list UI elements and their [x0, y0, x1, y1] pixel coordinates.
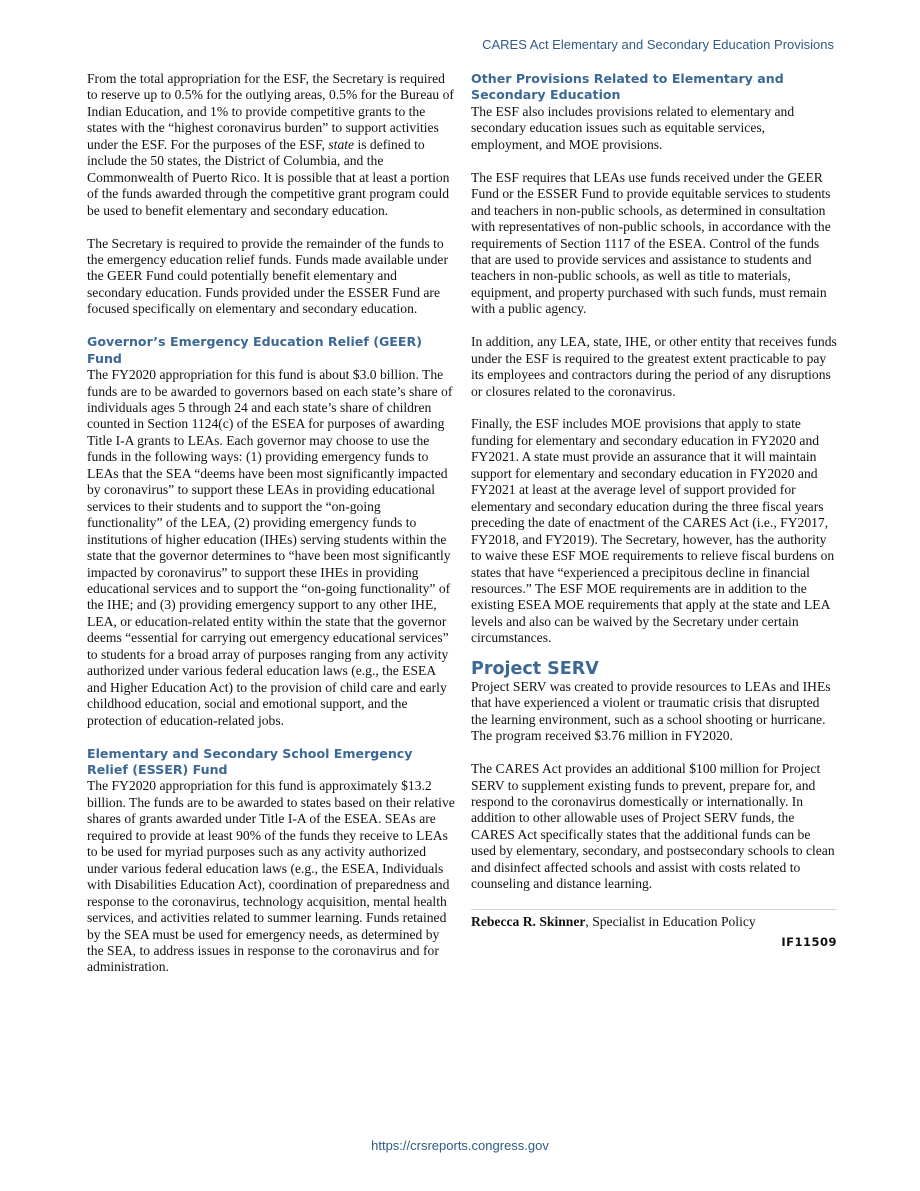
other-provisions-paragraph-4: Finally, the ESF includes MOE provisions that apply to state funding for elementary and secondary education in FY2020 and FY2021. A state must provide an assurance that it will maintain support for elementary and secondary education in FY2020 and FY2021 at least at the average level of support provided for elementary and secondary education during the three fiscal years preceding the date of enactment of the CARES Act (i.e., FY2017, FY2018, and FY2019). The Secretary, however, has the authority to waive these ESF MOE requirements to relieve fiscal burdens on states that have “experienced a precipitous decline in financial resources.” The ESF MOE requirements are in addition to the existing ESEA MOE requirements that apply at the state and LEA levels and also can be waived by the Secretary under certain circumstances.	[471, 416, 835, 646]
esser-fund-paragraph: The FY2020 appropriation for this fund is approximately $13.2 billion. The funds are to be awarded to states based on their relative shares of grants awarded under Title I-A of the ESEA. SEAs are required to provide at least 90% of the funds they receive to LEAs to be used for myriad purposes such as any activity authorized under various federal education laws (e.g., the ESEA, Individuals with Disabilities Education Act), coordination of preparedness and response to the coronavirus, technology acquisition, mental health services, and activities related to summer learning. Funds retained by the SEA must be used for emergency needs, as determined by the SEA, to address issues in response to the coronavirus and for administration.	[87, 778, 455, 975]
project-serv-paragraph-1: Project SERV was created to provide resources to LEAs and IHEs that have experienced a violent or traumatic crisis that disrupted the learning environment, such as a school shooting or hurricane. The program received $3.76 million in FY2020.	[471, 678, 831, 744]
geer-fund-heading: Governor’s Emergency Education Relief (GEER) Fund	[87, 334, 422, 366]
project-serv-paragraph-2: The CARES Act provides an additional $100 million for Project SERV to supplement existing funds to prevent, prepare for, and respond to the coronavirus domestically or internationally. In addition to other allowable uses of Project SERV funds, the CARES Act specifically states that the additional funds can be used by elementary, secondary, and postsecondary schools to clean and disinfect affected schools and assist with costs related to counseling and distance learning.	[471, 761, 835, 892]
other-provisions-paragraph-2: The ESF requires that LEAs use funds received under the GEER Fund or the ESSER Fund to provide equitable services to students and teachers in non-public schools, as determined in consultation with representatives of non-public schools, in accordance with the requirements of Section 1117 of the ESEA. Control of the funds that are used to provide services and assistance to students and teachers in non-public schools, as well as title to materials, equipment, and property purchased with such funds, must remain with a public agency.	[471, 169, 831, 317]
author-title: , Specialist in Education Policy	[585, 913, 756, 929]
footer-url[interactable]: https://crsreports.congress.gov	[371, 1138, 549, 1153]
project-serv-heading: Project SERV	[471, 658, 599, 679]
intro-italic-term: state	[328, 136, 355, 152]
intro-paragraph-1	[87, 71, 455, 219]
intro-paragraph-2: The Secretary is required to provide the remainder of the funds to the emergency education relief funds. Funds made available under the GEER Fund could potentially benefit elementary and secondary education. Funds provided under the ESSER Fund are focused specifically on elementary and secondary education.	[87, 235, 448, 317]
intro-text-part-1: From the total appropriation for the ESF, the Secretary is required to reserve up to 0.5% for the outlying areas, 0.5% for the Bureau of Indian Education, and 1% to provide competitive grants to the states with the “highest coronavirus burden” to support activities under the ESF. For the purposes of the ESF,	[87, 71, 454, 152]
report-id: IF11509	[781, 935, 837, 950]
other-provisions-paragraph-3: In addition, any LEA, state, IHE, or other entity that receives funds under the ESF is required to the greatest extent practicable to pay its employees and contractors during the period of any disruptions or closures related to the coronavirus.	[471, 334, 837, 399]
author-divider	[471, 909, 837, 910]
esser-fund-heading: Elementary and Secondary School Emergency Relief (ESSER) Fund	[87, 745, 413, 777]
running-header: CARES Act Elementary and Secondary Education Provisions	[482, 37, 834, 52]
author-line	[471, 914, 837, 930]
other-provisions-paragraph-1: The ESF also includes provisions related to elementary and secondary education issues such as equitable services, employment, and MOE provisions.	[471, 103, 795, 152]
author-name: Rebecca R. Skinner	[471, 913, 586, 929]
intro-text-part-2: is defined to include the 50 states, the District of Columbia, and the Commonwealth of Puerto Rico. It is possible that at least a portion of the funds awarded through the competitive grant program could be used to benefit elementary and secondary education.	[87, 136, 450, 218]
other-provisions-heading: Other Provisions Related to Elementary and Secondary Education	[471, 71, 784, 103]
geer-fund-paragraph: The FY2020 appropriation for this fund is about $3.0 billion. The funds are to be awarded to governors based on each state’s share of individuals ages 5 through 24 and each state’s share of children counted in Section 1124(c) of the ESEA for purposes of awarding Title I-A grants to LEAs. Each governor may choose to use the funds in the following ways: (1) providing emergency funds to LEAs that the SEA “deems have been most significantly impacted by coronavirus” to support these LEAs in providing educational services to their students and to support the “on-going functionality” of the LEA, (2) providing emergency funds to institutions of higher education (IHEs) serving students within the state that the governor determines to “have been most significantly impacted by coronavirus” to support these IHEs in providing educational services and to support the “on-going functionality” of the IHE; and (3) providing emergency support to any other IHE, LEA, or education-related entity within the state that the governor deems “essential for carrying out emergency educational services” to students for a broad array of purposes ranging from any activity authorized under various federal education laws (e.g., the ESEA and Higher Education Act) to the provision of child care and early childhood education, social and emotional support, and the protection of education-related jobs.	[87, 367, 453, 728]
right-column	[471, 71, 837, 951]
left-column	[87, 71, 455, 976]
